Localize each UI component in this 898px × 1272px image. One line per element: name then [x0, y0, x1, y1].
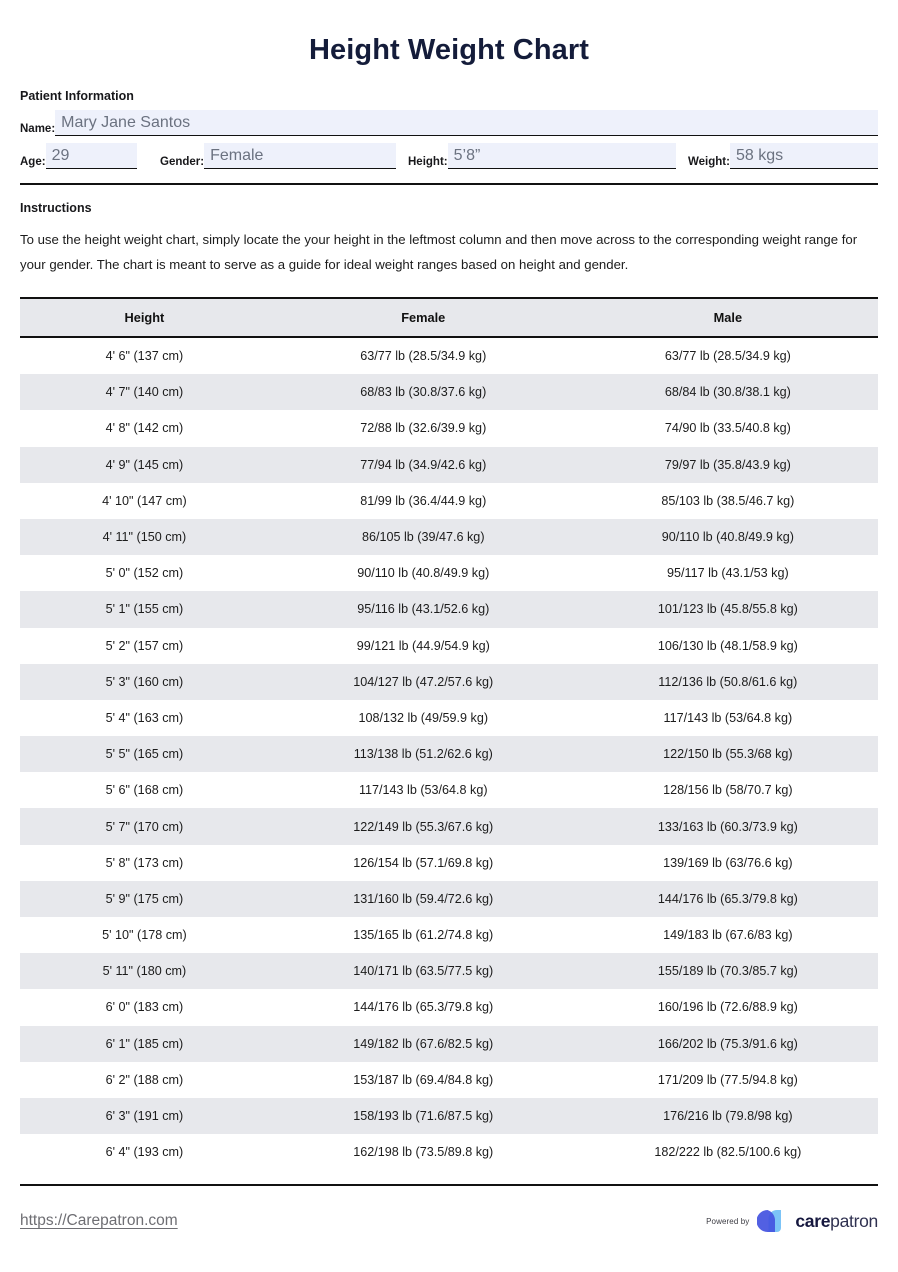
table-row [20, 700, 878, 736]
column-header-male: Male [578, 298, 878, 337]
cell-female: 140/171 lb (63.5/77.5 kg) [269, 953, 578, 989]
table-row [20, 337, 878, 374]
cell-height: 4' 10" (147 cm) [20, 483, 269, 519]
cell-male: 106/130 lb (48.1/58.9 kg) [578, 628, 878, 664]
cell-female: 108/132 lb (49/59.9 kg) [269, 700, 578, 736]
cell-male: 144/176 lb (65.3/79.8 kg) [578, 881, 878, 917]
table-row [20, 410, 878, 446]
cell-height: 5' 6" (168 cm) [20, 772, 269, 808]
cell-female: 126/154 lb (57.1/69.8 kg) [269, 845, 578, 881]
name-input[interactable]: Mary Jane Santos [55, 110, 878, 136]
instructions-heading: Instructions [20, 201, 92, 216]
field-label-height: Height: [408, 156, 448, 169]
cell-female: 162/198 lb (73.5/89.8 kg) [269, 1134, 578, 1170]
cell-female: 153/187 lb (69.4/84.8 kg) [269, 1062, 578, 1098]
cell-female: 86/105 lb (39/47.6 kg) [269, 519, 578, 555]
cell-male: 74/90 lb (33.5/40.8 kg) [578, 410, 878, 446]
cell-female: 90/110 lb (40.8/49.9 kg) [269, 555, 578, 591]
cell-male: 95/117 lb (43.1/53 kg) [578, 555, 878, 591]
table-row [20, 483, 878, 519]
cell-female: 158/193 lb (71.6/87.5 kg) [269, 1098, 578, 1134]
patient-details-row [20, 143, 878, 169]
table-row [20, 591, 878, 627]
cell-male: 128/156 lb (58/70.7 kg) [578, 772, 878, 808]
field-height [408, 143, 676, 169]
carepatron-wordmark [795, 1211, 878, 1232]
height-weight-table [20, 297, 878, 1170]
table-bottom-divider [20, 1184, 878, 1186]
cell-height: 4' 7" (140 cm) [20, 374, 269, 410]
table-row [20, 1026, 878, 1062]
cell-height: 6' 2" (188 cm) [20, 1062, 269, 1098]
field-name [20, 110, 878, 136]
field-weight [688, 143, 878, 169]
table-row [20, 628, 878, 664]
cell-height: 4' 6" (137 cm) [20, 337, 269, 374]
cell-height: 5' 7" (170 cm) [20, 808, 269, 844]
cell-male: 171/209 lb (77.5/94.8 kg) [578, 1062, 878, 1098]
cell-height: 5' 11" (180 cm) [20, 953, 269, 989]
field-label-name: Name: [20, 122, 56, 135]
cell-height: 4' 11" (150 cm) [20, 519, 269, 555]
table-row [20, 664, 878, 700]
table-row [20, 555, 878, 591]
table-row [20, 447, 878, 483]
table-row [20, 374, 878, 410]
cell-female: 131/160 lb (59.4/72.6 kg) [269, 881, 578, 917]
height-input[interactable]: 5’8” [448, 143, 676, 169]
cell-height: 5' 0" (152 cm) [20, 555, 269, 591]
cell-height: 5' 8" (173 cm) [20, 845, 269, 881]
brand-word-patron: patron [830, 1210, 878, 1231]
field-age [20, 143, 148, 169]
cell-male: 63/77 lb (28.5/34.9 kg) [578, 337, 878, 374]
cell-female: 117/143 lb (53/64.8 kg) [269, 772, 578, 808]
table-row [20, 772, 878, 808]
cell-height: 5' 2" (157 cm) [20, 628, 269, 664]
column-header-female: Female [269, 298, 578, 337]
cell-male: 112/136 lb (50.8/61.6 kg) [578, 664, 878, 700]
field-label-weight: Weight: [688, 156, 730, 169]
table-row [20, 1134, 878, 1170]
cell-female: 135/165 lb (61.2/74.8 kg) [269, 917, 578, 953]
carepatron-branding [706, 1208, 878, 1234]
cell-male: 149/183 lb (67.6/83 kg) [578, 917, 878, 953]
cell-female: 144/176 lb (65.3/79.8 kg) [269, 989, 578, 1025]
cell-male: 68/84 lb (30.8/38.1 kg) [578, 374, 878, 410]
table-header-row [20, 298, 878, 337]
table-head [20, 298, 878, 337]
carepatron-url-link[interactable]: https://Carepatron.com [20, 1212, 178, 1230]
cell-male: 122/150 lb (55.3/68 kg) [578, 736, 878, 772]
cell-height: 4' 9" (145 cm) [20, 447, 269, 483]
cell-female: 149/182 lb (67.6/82.5 kg) [269, 1026, 578, 1062]
cell-female: 104/127 lb (47.2/57.6 kg) [269, 664, 578, 700]
field-gender [160, 143, 396, 169]
cell-male: 166/202 lb (75.3/91.6 kg) [578, 1026, 878, 1062]
age-input[interactable]: 29 [46, 143, 137, 169]
cell-height: 5' 3" (160 cm) [20, 664, 269, 700]
brand-word-care: care [795, 1210, 831, 1231]
cell-male: 79/97 lb (35.8/43.9 kg) [578, 447, 878, 483]
cell-female: 81/99 lb (36.4/44.9 kg) [269, 483, 578, 519]
table-row [20, 736, 878, 772]
instructions-body: To use the height weight chart, simply locate the your height in the leftmost column and then move across to the corresponding weight range for your gender. The chart is meant to serve as a guide for ideal weight ranges based on height and gender. [20, 232, 858, 272]
cell-height: 6' 1" (185 cm) [20, 1026, 269, 1062]
cell-female: 95/116 lb (43.1/52.6 kg) [269, 591, 578, 627]
cell-male: 182/222 lb (82.5/100.6 kg) [578, 1134, 878, 1170]
powered-by-label: Powered by [706, 1216, 750, 1226]
cell-male: 117/143 lb (53/64.8 kg) [578, 700, 878, 736]
cell-male: 139/169 lb (63/76.6 kg) [578, 845, 878, 881]
page-footer [20, 1208, 878, 1234]
gender-input[interactable]: Female [204, 143, 396, 169]
table-row [20, 989, 878, 1025]
cell-female: 113/138 lb (51.2/62.6 kg) [269, 736, 578, 772]
cell-height: 5' 9" (175 cm) [20, 881, 269, 917]
table-row [20, 808, 878, 844]
table-row [20, 881, 878, 917]
cell-female: 72/88 lb (32.6/39.9 kg) [269, 410, 578, 446]
patient-information-heading: Patient Information [20, 88, 134, 103]
table-row [20, 953, 878, 989]
table-body [20, 337, 878, 1170]
cell-male: 90/110 lb (40.8/49.9 kg) [578, 519, 878, 555]
field-label-gender: Gender: [160, 156, 205, 169]
table-row [20, 917, 878, 953]
carepatron-logo-icon [757, 1208, 788, 1234]
cell-height: 5' 4" (163 cm) [20, 700, 269, 736]
field-label-age: Age: [20, 156, 46, 169]
table-row [20, 1098, 878, 1134]
section-divider-top [20, 183, 878, 185]
weight-input[interactable]: 58 kgs [730, 143, 878, 169]
cell-male: 160/196 lb (72.6/88.9 kg) [578, 989, 878, 1025]
table-row [20, 519, 878, 555]
table-row [20, 845, 878, 881]
cell-female: 77/94 lb (34.9/42.6 kg) [269, 447, 578, 483]
cell-height: 6' 3" (191 cm) [20, 1098, 269, 1134]
cell-height: 5' 1" (155 cm) [20, 591, 269, 627]
cell-height: 5' 5" (165 cm) [20, 736, 269, 772]
cell-female: 68/83 lb (30.8/37.6 kg) [269, 374, 578, 410]
cell-height: 5' 10" (178 cm) [20, 917, 269, 953]
cell-female: 99/121 lb (44.9/54.9 kg) [269, 628, 578, 664]
cell-male: 133/163 lb (60.3/73.9 kg) [578, 808, 878, 844]
cell-height: 6' 0" (183 cm) [20, 989, 269, 1025]
patient-name-row [20, 110, 878, 136]
cell-male: 176/216 lb (79.8/98 kg) [578, 1098, 878, 1134]
cell-male: 155/189 lb (70.3/85.7 kg) [578, 953, 878, 989]
page-title: Height Weight Chart [308, 34, 590, 66]
column-header-height: Height [20, 298, 269, 337]
table-row [20, 1062, 878, 1098]
cell-height: 6' 4" (193 cm) [20, 1134, 269, 1170]
cell-height: 4' 8" (142 cm) [20, 410, 269, 446]
cell-male: 101/123 lb (45.8/55.8 kg) [578, 591, 878, 627]
cell-female: 63/77 lb (28.5/34.9 kg) [269, 337, 578, 374]
cell-male: 85/103 lb (38.5/46.7 kg) [578, 483, 878, 519]
cell-female: 122/149 lb (55.3/67.6 kg) [269, 808, 578, 844]
